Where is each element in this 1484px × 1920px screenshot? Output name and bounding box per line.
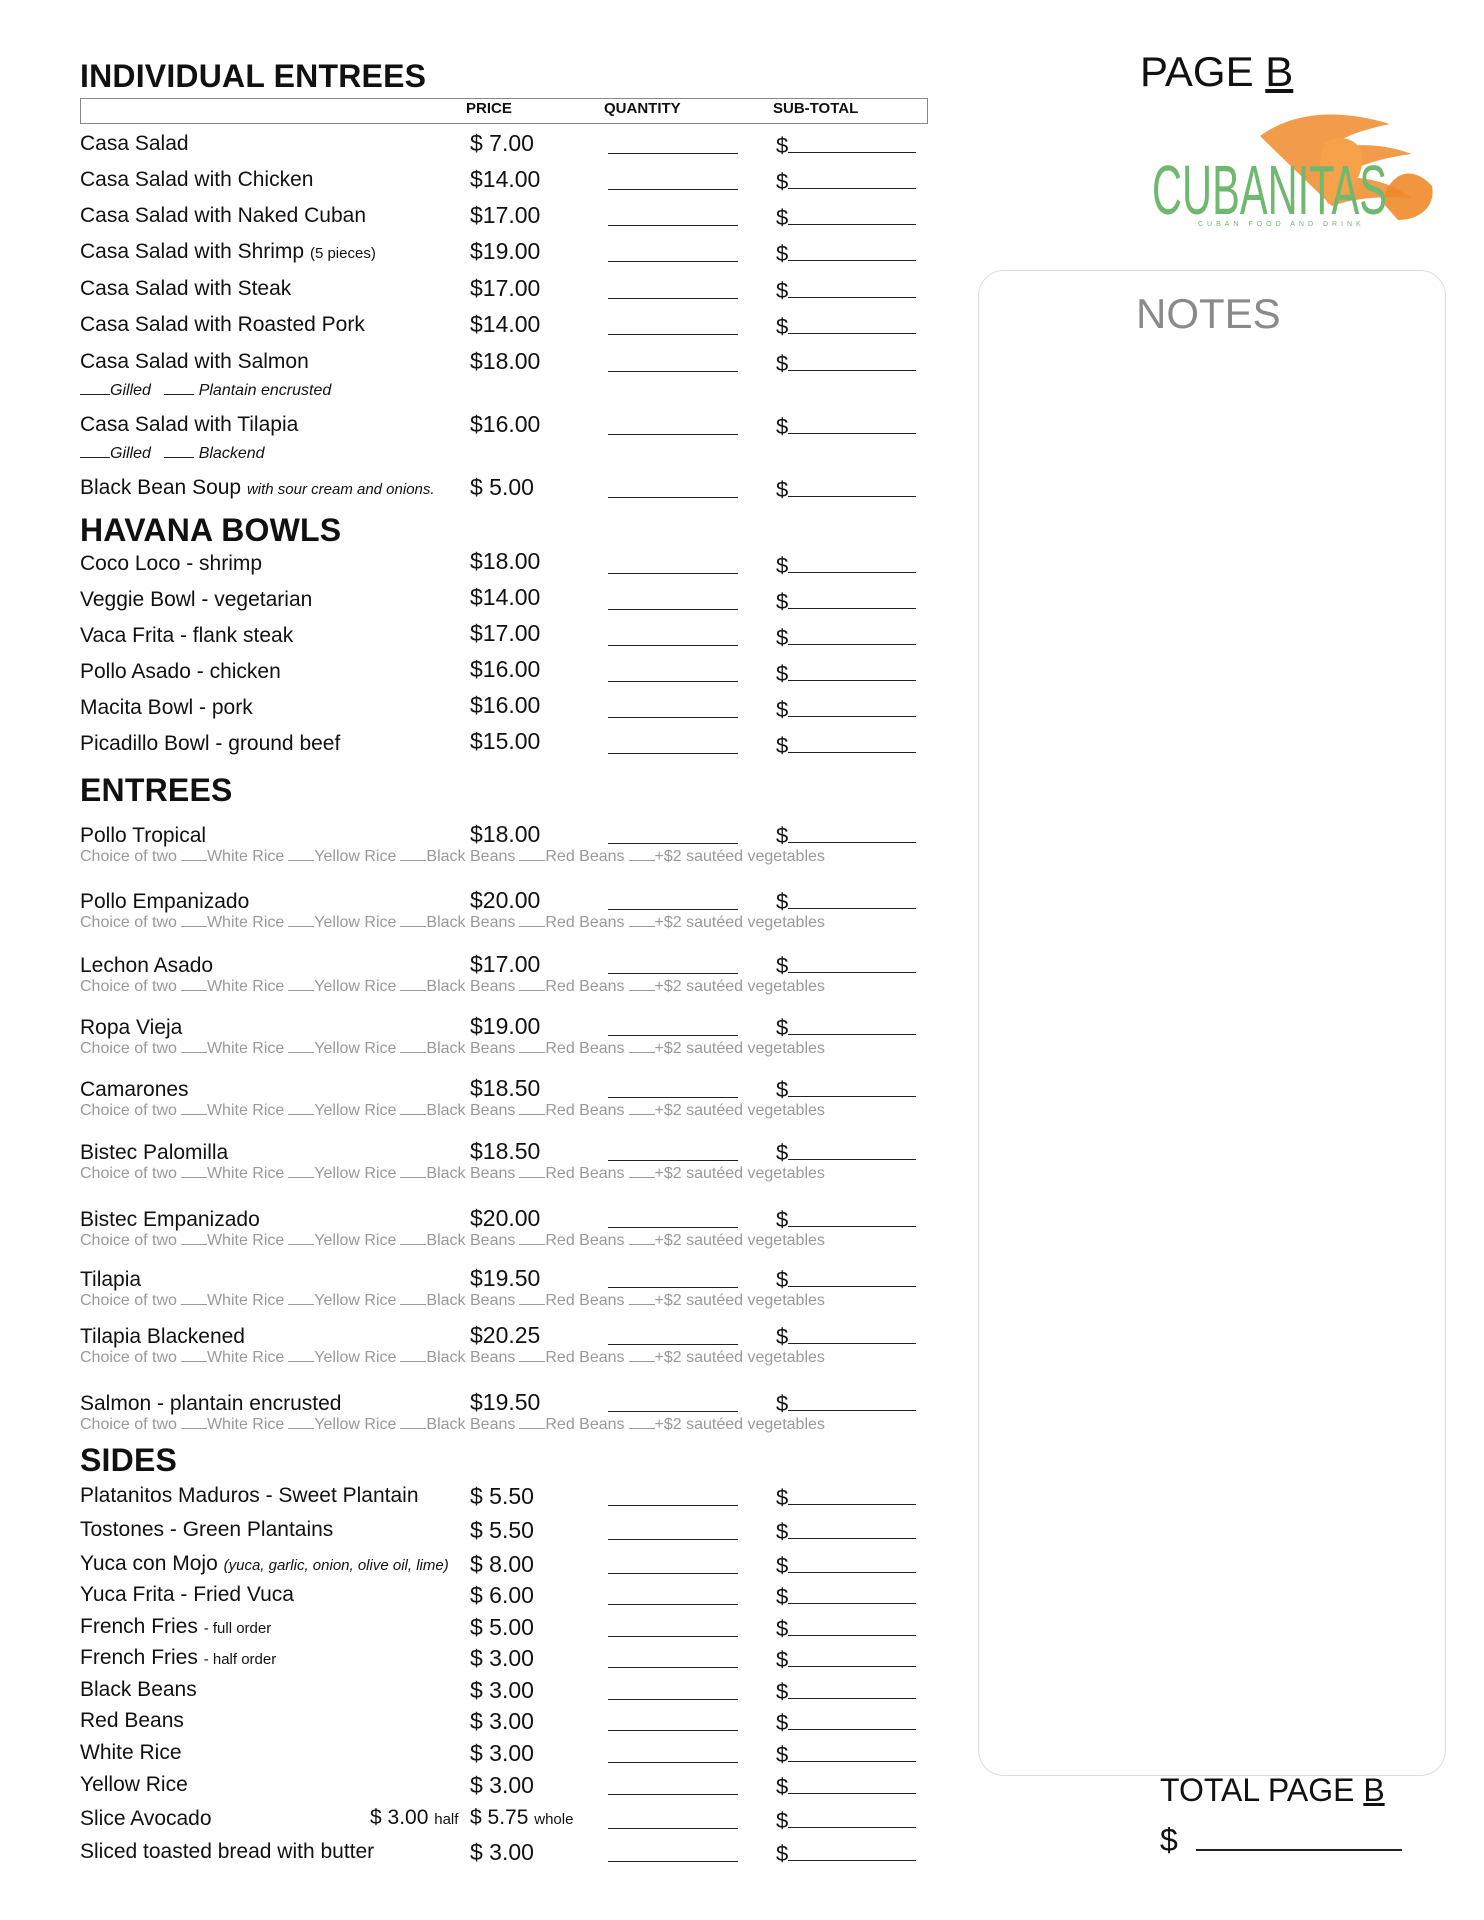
side-choice-options[interactable]: Choice of two White Rice Yellow Rice Black Beans Red Beans +$2 sautéed vegetables	[80, 978, 825, 995]
item-name: Pollo Tropical	[80, 824, 207, 847]
quantity-field[interactable]	[608, 573, 738, 574]
item-name: Vaca Frita - flank steak	[80, 624, 294, 647]
quantity-field[interactable]	[608, 1636, 738, 1637]
item-name: Bistec Empanizado	[80, 1208, 260, 1231]
item-name: Veggie Bowl - vegetarian	[80, 588, 313, 611]
subtotal-field[interactable]: $	[776, 696, 916, 723]
quantity-field[interactable]	[608, 1828, 738, 1829]
item-price: $20.25	[470, 1322, 541, 1348]
side-choice-options[interactable]: Choice of two White Rice Yellow Rice Black Beans Red Beans +$2 sautéed vegetables	[80, 848, 825, 865]
subtotal-field[interactable]: $	[776, 1266, 916, 1293]
subtotal-field[interactable]: $	[776, 624, 916, 651]
item-name: French Fries - full order	[80, 1615, 272, 1638]
item-price: $19.50	[470, 1265, 541, 1291]
quantity-field[interactable]	[608, 1794, 738, 1795]
item-price: $14.00	[470, 584, 541, 610]
item-name: Salmon - plantain encrusted	[80, 1392, 342, 1415]
item-price: $18.50	[470, 1075, 541, 1101]
item-price: $19.00	[470, 1013, 541, 1039]
item-price: $16.00	[470, 692, 541, 718]
subtotal-field[interactable]: $	[776, 1484, 916, 1511]
logo-tagline: CUBAN FOOD AND DRINK	[1198, 221, 1365, 228]
item-name: Tilapia Blackened	[80, 1325, 245, 1348]
side-choice-options[interactable]: Choice of two White Rice Yellow Rice Black Beans Red Beans +$2 sautéed vegetables	[80, 1040, 825, 1057]
subtotal-field[interactable]: $	[776, 1206, 916, 1233]
quantity-field[interactable]	[608, 1035, 738, 1036]
item-name: Yuca con Mojo (yuca, garlic, onion, olive oil, lime)	[80, 1552, 449, 1575]
quantity-field[interactable]	[608, 717, 738, 718]
subtotal-field[interactable]: $	[776, 952, 916, 979]
item-name: Casa Salad	[80, 132, 189, 155]
section-title-havana-bowls: HAVANA BOWLS	[80, 512, 342, 548]
side-choice-options[interactable]: Choice of two White Rice Yellow Rice Black Beans Red Beans +$2 sautéed vegetables	[80, 1349, 825, 1366]
subtotal-field[interactable]: $	[776, 132, 916, 159]
quantity-field[interactable]	[608, 1505, 738, 1506]
quantity-field[interactable]	[608, 1287, 738, 1288]
column-header-quantity: QUANTITY	[604, 100, 681, 117]
cubanitas-logo	[1150, 102, 1440, 232]
item-price: $20.00	[470, 1205, 541, 1231]
quantity-field[interactable]	[608, 1730, 738, 1731]
subtotal-field[interactable]: $	[776, 1773, 916, 1800]
item-name: Pollo Empanizado	[80, 890, 250, 913]
subtotal-field[interactable]: $	[776, 1323, 916, 1350]
item-name: Ropa Vieja	[80, 1016, 183, 1039]
item-price: $17.00	[470, 951, 541, 977]
item-price: $ 3.00	[470, 1839, 534, 1865]
quantity-field[interactable]	[608, 1573, 738, 1574]
side-choice-options[interactable]: Choice of two White Rice Yellow Rice Black Beans Red Beans +$2 sautéed vegetables	[80, 1232, 825, 1249]
subtotal-field[interactable]: $	[776, 1518, 916, 1545]
subtotal-field[interactable]: $	[776, 476, 916, 503]
quantity-field[interactable]	[608, 681, 738, 682]
column-header-subtotal: SUB-TOTAL	[773, 100, 859, 117]
quantity-field[interactable]	[608, 609, 738, 610]
subtotal-field[interactable]: $	[776, 313, 916, 340]
item-name: Black Bean Soup with sour cream and onions.	[80, 476, 435, 499]
item-name: Casa Salad with Salmon	[80, 350, 309, 373]
quantity-field[interactable]	[608, 645, 738, 646]
item-name: Casa Salad with Chicken	[80, 168, 314, 191]
side-choice-options[interactable]: Choice of two White Rice Yellow Rice Black Beans Red Beans +$2 sautéed vegetables	[80, 914, 825, 931]
subtotal-field[interactable]: $	[776, 277, 916, 304]
item-price: $ 3.00	[470, 1772, 534, 1798]
quantity-field[interactable]	[608, 1861, 738, 1862]
quantity-field[interactable]	[608, 1411, 738, 1412]
section-title-entrees: ENTREES	[80, 772, 233, 808]
subtotal-field[interactable]: $	[776, 1709, 916, 1736]
item-price: $ 3.00	[470, 1708, 534, 1734]
item-price: $18.00	[470, 821, 541, 847]
item-price: $ 5.00	[470, 1614, 534, 1640]
subtotal-field[interactable]: $	[776, 1139, 916, 1166]
section-title-sides: SIDES	[80, 1442, 178, 1478]
item-name: Yuca Frita - Fried Vuca	[80, 1583, 294, 1606]
side-choice-options[interactable]: Choice of two White Rice Yellow Rice Black Beans Red Beans +$2 sautéed vegetables	[80, 1165, 825, 1182]
item-name: Casa Salad with Steak	[80, 277, 292, 300]
subtotal-field[interactable]: $	[776, 588, 916, 615]
item-options[interactable]: Gilled Plantain encrusted	[80, 380, 331, 400]
subtotal-field[interactable]: $	[776, 1678, 916, 1705]
item-name: Bistec Palomilla	[80, 1141, 229, 1164]
total-page-field[interactable]: $	[1160, 1822, 1402, 1859]
item-name: Casa Salad with Shrimp (5 pieces)	[80, 240, 376, 263]
logo-text: CUBANITAS	[1152, 151, 1387, 229]
item-price: $16.00	[470, 656, 541, 682]
item-price: $ 7.00	[470, 130, 534, 156]
item-price: $16.00	[470, 411, 541, 437]
quantity-field[interactable]	[608, 1227, 738, 1228]
subtotal-field[interactable]: $	[776, 168, 916, 195]
quantity-field[interactable]	[608, 843, 738, 844]
subtotal-field[interactable]: $	[776, 660, 916, 687]
subtotal-field[interactable]: $	[776, 1646, 916, 1673]
item-name: Casa Salad with Roasted Pork	[80, 313, 365, 336]
item-name: Tostones - Green Plantains	[80, 1518, 334, 1541]
item-price-half: $ 3.00 half	[370, 1806, 459, 1829]
item-name: Pollo Asado - chicken	[80, 660, 281, 683]
item-price: $15.00	[470, 728, 541, 754]
subtotal-field[interactable]: $	[776, 822, 916, 849]
item-name: Casa Salad with Naked Cuban	[80, 204, 367, 227]
quantity-field[interactable]	[608, 1539, 738, 1540]
item-price: $18.00	[470, 348, 541, 374]
item-options[interactable]: Gilled Blackend	[80, 443, 265, 463]
item-name: Coco Loco - shrimp	[80, 552, 263, 575]
quantity-field[interactable]	[608, 1160, 738, 1161]
subtotal-field[interactable]: $	[776, 1076, 916, 1103]
notes-box[interactable]	[978, 270, 1446, 1776]
item-price: $14.00	[470, 166, 541, 192]
quantity-field[interactable]	[608, 497, 738, 498]
item-price: $14.00	[470, 311, 541, 337]
item-price-whole: $ 5.75 whole	[470, 1806, 574, 1829]
quantity-field[interactable]	[608, 1344, 738, 1345]
quantity-field[interactable]	[608, 334, 738, 335]
quantity-field[interactable]	[608, 261, 738, 262]
subtotal-field[interactable]: $	[776, 1741, 916, 1768]
side-choice-options[interactable]: Choice of two White Rice Yellow Rice Black Beans Red Beans +$2 sautéed vegetables	[80, 1416, 825, 1433]
subtotal-field[interactable]: $	[776, 1840, 916, 1867]
quantity-field[interactable]	[608, 371, 738, 372]
item-price: $ 5.00	[470, 474, 534, 500]
subtotal-field[interactable]: $	[776, 350, 916, 377]
side-choice-options[interactable]: Choice of two White Rice Yellow Rice Black Beans Red Beans +$2 sautéed vegetables	[80, 1292, 825, 1309]
subtotal-field[interactable]: $	[776, 1615, 916, 1642]
item-price: $20.00	[470, 887, 541, 913]
quantity-field[interactable]	[608, 189, 738, 190]
item-price: $17.00	[470, 620, 541, 646]
side-choice-options[interactable]: Choice of two White Rice Yellow Rice Black Beans Red Beans +$2 sautéed vegetables	[80, 1102, 825, 1119]
quantity-field[interactable]	[608, 434, 738, 435]
subtotal-field[interactable]: $	[776, 1583, 916, 1610]
quantity-field[interactable]	[608, 298, 738, 299]
item-price: $ 3.00	[470, 1740, 534, 1766]
item-price: $19.00	[470, 238, 541, 264]
quantity-field[interactable]	[608, 1667, 738, 1668]
item-name: Platanitos Maduros - Sweet Plantain	[80, 1484, 419, 1507]
subtotal-field[interactable]: $	[776, 888, 916, 915]
item-name: Black Beans	[80, 1678, 197, 1701]
item-price: $18.00	[470, 548, 541, 574]
item-price: $ 8.00	[470, 1551, 534, 1577]
item-name: Sliced toasted bread with butter	[80, 1840, 375, 1863]
subtotal-field[interactable]: $	[776, 552, 916, 579]
total-page-label: TOTAL PAGE B	[1160, 1772, 1385, 1808]
column-header-price: PRICE	[466, 100, 512, 117]
item-name: Yellow Rice	[80, 1773, 188, 1796]
item-price: $ 6.00	[470, 1582, 534, 1608]
subtotal-field[interactable]: $	[776, 1390, 916, 1417]
item-name: Tilapia	[80, 1268, 142, 1291]
item-price: $18.50	[470, 1138, 541, 1164]
quantity-field[interactable]	[608, 909, 738, 910]
item-price: $17.00	[470, 275, 541, 301]
item-name: White Rice	[80, 1741, 182, 1764]
subtotal-field[interactable]: $	[776, 240, 916, 267]
subtotal-field[interactable]: $	[776, 204, 916, 231]
item-name: Slice Avocado	[80, 1807, 212, 1830]
quantity-field[interactable]	[608, 1699, 738, 1700]
item-name: Lechon Asado	[80, 954, 214, 977]
subtotal-field[interactable]: $	[776, 732, 916, 759]
item-name: French Fries - half order	[80, 1646, 277, 1669]
subtotal-field[interactable]: $	[776, 1807, 916, 1834]
item-price: $ 3.00	[470, 1677, 534, 1703]
quantity-field[interactable]	[608, 753, 738, 754]
quantity-field[interactable]	[608, 973, 738, 974]
item-price: $19.50	[470, 1389, 541, 1415]
item-name: Casa Salad with Tilapia	[80, 413, 299, 436]
item-price: $ 5.50	[470, 1517, 534, 1543]
quantity-field[interactable]	[608, 225, 738, 226]
item-name: Red Beans	[80, 1709, 184, 1732]
item-price: $17.00	[470, 202, 541, 228]
quantity-field[interactable]	[608, 1604, 738, 1605]
section-title-individual: INDIVIDUAL ENTREES	[80, 58, 427, 94]
item-price: $ 3.00	[470, 1645, 534, 1671]
item-name: Picadillo Bowl - ground beef	[80, 732, 341, 755]
quantity-field[interactable]	[608, 1097, 738, 1098]
page-label: PAGE B	[1140, 48, 1294, 95]
quantity-field[interactable]	[608, 1762, 738, 1763]
subtotal-field[interactable]: $	[776, 1014, 916, 1041]
item-name: Macita Bowl - pork	[80, 696, 253, 719]
subtotal-field[interactable]: $	[776, 413, 916, 440]
quantity-field[interactable]	[608, 153, 738, 154]
notes-title: NOTES	[1136, 290, 1281, 337]
item-name: Camarones	[80, 1078, 189, 1101]
item-price: $ 5.50	[470, 1483, 534, 1509]
subtotal-field[interactable]: $	[776, 1552, 916, 1579]
